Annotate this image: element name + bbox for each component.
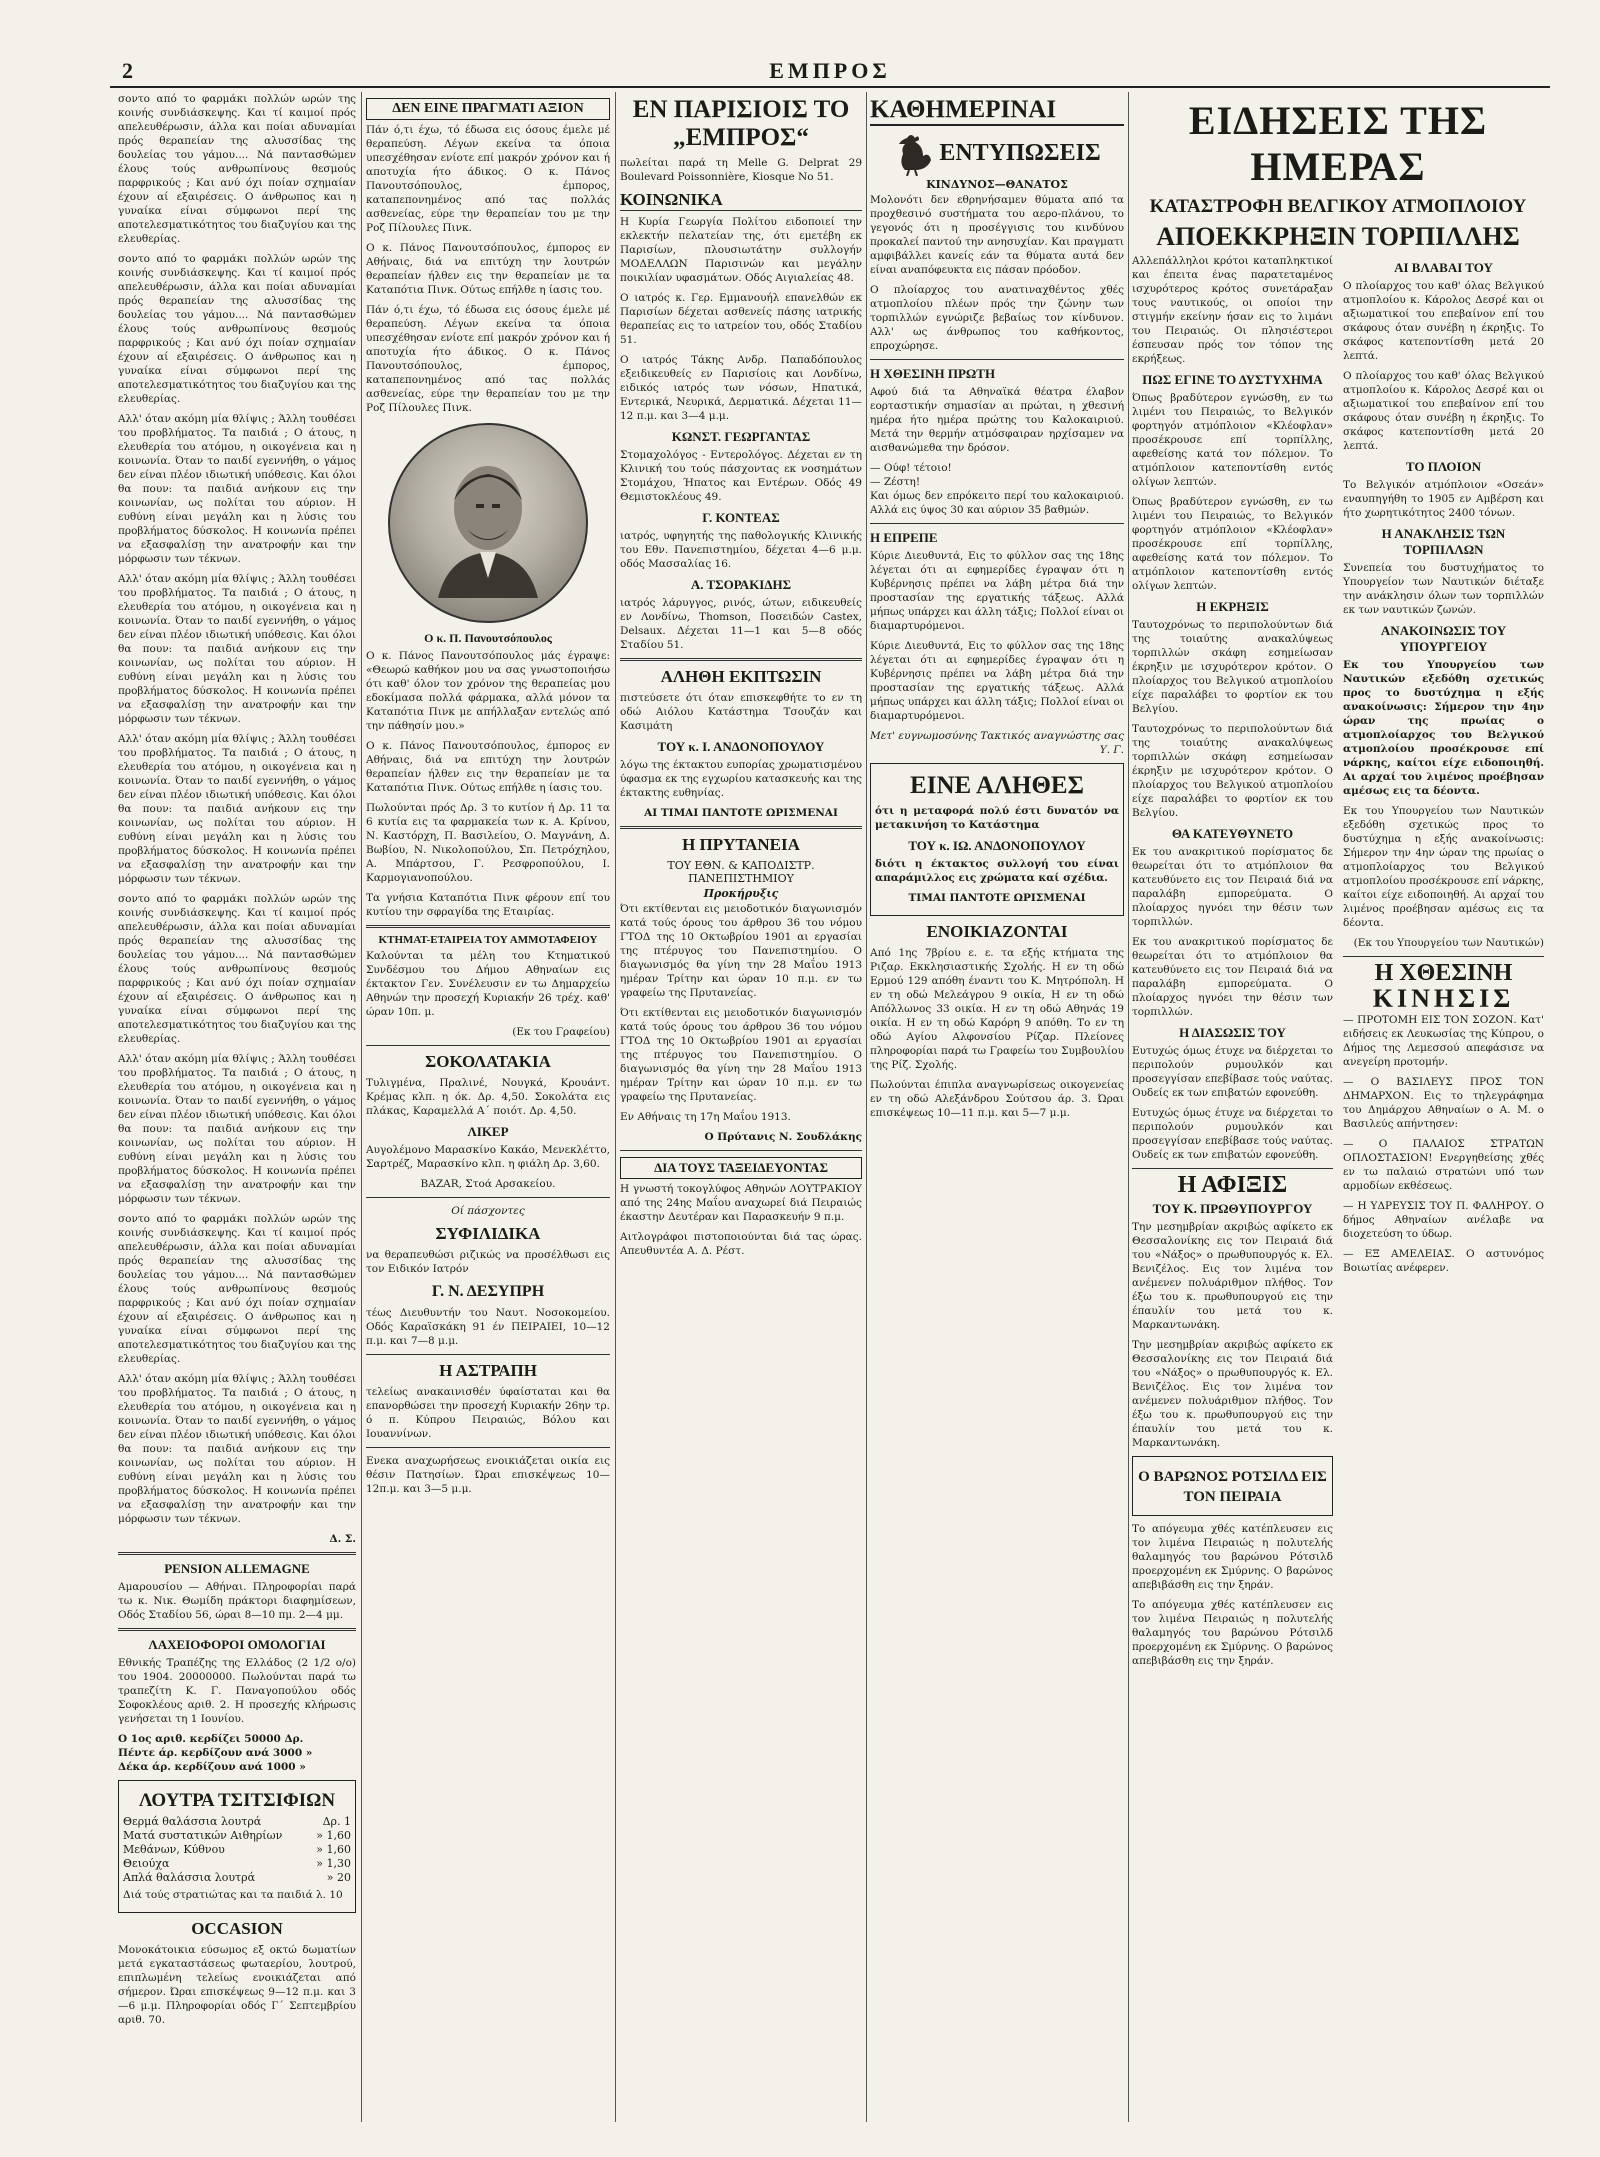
occasion-title: OCCASION [191,1919,283,1938]
syphilis-text: να θεραπευθώσι ριζικώς να προσέλθωσι εις τον Ειδικόν Ιατρόν [366,1249,610,1275]
signature: Μετ' ευγνωμοσύνης Τακτικός αναγνώστης σας Υ. Γ. [870,730,1124,756]
article-text: σοντο από το φαρμάκι πολλών ωρών της κοινής συνδιάσκεψης. Και τί καιμοί πρός απελευθέρωσιν, άλλα και ποίαι αδυναμίαι πρός θεραπείαν της αλυσσίδας της δουλείας του γάμου.... Νά παντασθώμεν έλους τούς ανθρωπίνους θεσμούς παρφρικούς ; Και ανύ όχι ποίαν σχημαίαν έχουν αί εξαιρέσεις. Ο άνθρωπος και η γυναίκα είναι σύμφωνοι περί της αποτελεσματικότητος του διαζυγίου και της ελευθερίας. [118,1213,356,1365]
price-row: Θειούχα » 1,30 [123,1857,351,1870]
article-text: Αλλ' όταν ακόμη μία θλίψις ; Άλλη τουθέσει του προβλήματος. Τα παιδιά ; Ο άτους, η ελευθερία του ατόμου, η οικογένεια και η κοινωνία. Όταν το παιδί εγεννήθη, ο γάμος δεν είναι πλέον ιδιωτική υπόθεσις. Και όλοι θα πουν: τα παιδιά ανήκουν εις την κοινωνίαν, ως πολίται του αύριον. Η ευθύνη είναι μεγάλη και η λύσις του προβλήματος δύσκολος. Η κοινωνία πρέπει να εξασφαλίσῃ την ανατροφήν και την μόρφωσιν των τέκνων. [118,413,356,565]
true-ad [870,763,1124,916]
pension-text: Αμαρουσίου — Αθήναι. Πληροφορίαι παρά τω κ. Νικ. Θωμίδη πράκτορι διαφημίσεων, Οδός Σταδίου 56, ώραι 8—10 πμ. 2—4 μμ. [118,1581,356,1621]
section-title: Η ΕΠΡΕΠΕ [870,530,938,545]
article-text: Πάν ό,τι έχω, τό έδωσα εις όσους έμελε μέ θεραπεύση. Λέγων εκείνα τα όποια υπεσχέθησαν ενίοτε επί μακρόν χρόνον και ή αποτυχία ήτο άδικος. Ο κ. Πάνος Πανουτσόπουλος, έμπορος, καταπεπονημένος από τας πολλάς ασθενείας, εύρε την θεραπείαν του με την Ροζ Πίλουλες Πινκ. [366,304,610,414]
astrapi-text: τελείως ανακαινισθέν ύφαίσταται και θα επανορθώσει την προσεχή Κυριακήν 26ην τρ. ό π. Κύπρου Πειραιώς, Βόλου και Ιουαννίνων. [366,1386,610,1440]
section-title: ΠΩΣ ΕΓΙΝΕ ΤΟ ΔΥΣΤΥΧΗΜΑ [1142,372,1323,387]
social-text: Ο ιατρός Τάκης Ανδρ. Παπαδόπουλος εξειδικευθείς εν Παρισίοις και Λονδίνω, ειδικός ιατρός των νόσων, Ηπατικά, Εντερικά, Νευρικά, Δερματικά. Δέχεται 11—12 π.μ. και 3—4 μ.μ. [620,354,862,422]
section-title: Η ΑΝΑΚΛΗΣΙΣ ΤΩΝ ΤΟΡΠΙΛΛΩΝ [1381,526,1506,557]
article-text: Αλλ' όταν ακόμη μία θλίψις ; Άλλη τουθέσει του προβλήματος. Τα παιδιά ; Ο άτους, η ελευθερία του ατόμου, η οικογένεια και η κοινωνία. Όταν το παιδί εγεννήθη, ο γάμος δεν είναι πλέον ιδιωτική υπόθεσις. Και όλοι θα πουν: τα παιδιά ανήκουν εις την κοινωνίαν, ως πολίται του αύριον. Η ευθύνη είναι μεγάλη και η λύσις του προβλήματος δύσκολος. Η κοινωνία πρέπει να εξασφαλίσῃ την ανατροφήν και την μόρφωσιν των τέκνων. [118,573,356,725]
divider [620,826,862,829]
article-note: Τα γνήσια Καταπότια Πινκ φέρουν επί του κυτίου την σφραγίδα της Εταιρίας. [366,892,610,918]
social-title: ΚΟΙΝΩΝΙΚΑ [620,190,862,211]
section-title: Η ΔΙΑΣΩΣΙΣ ΤΟΥ [1179,1025,1286,1040]
university-text: Ότι εκτίθενται εις μειοδοτικόν διαγωνισμόν κατά τούς όρους του άρθρου 36 του νόμου ΓΤΟΔ της 10 Οκτωβρίου 1901 αι εργασίαι της πτέρυγος του Πανεπιστημίου. Ο διαγωνισμός θα γίνη την 28 Μαΐου 1913 ημέραν Τρίτην και ώραν 10 π.μ. εν τω γραφείω της Πρυτανείας. [620,1007,862,1103]
divider [870,523,1124,524]
daily-title: ΚΑΘΗΜΕΡΙΝΑΙ [870,96,1124,126]
article-text: Ευτυχώς όμως έτυχε να διέρχεται το περιπολούν ρυμουλκόν και προσεγγίσαν επεβίβασε τούς ναύτας. Ουδείς εκ των επιβατών εφονεύθη. [1132,1107,1333,1161]
divider [1132,1168,1333,1169]
syphilis-title: ΣΥΦΙΛΙΔΙΚΑ [435,1224,541,1243]
daily-header [870,130,1124,176]
lottery-prize: Ο 1ος αριθ. κερδίζει 50000 Δρ. [118,1733,304,1745]
liqueur-text: Αυγολέμονο Μαρασκίνο Κακάο, Μενεκλέττο, Σαρτρέζ, Μαρασκίνο κλπ. η φιάλη Δρ. 3,60. [366,1144,610,1170]
news-columns [1132,254,1544,1674]
sale-text: πιστεύσετε ότι όταν επισκεφθήτε το εν τη οδώ Αιόλου Κατάστημα Τσουζάν και Κασιμάτη [620,692,862,732]
portrait-image [388,423,588,623]
section-title: ΑΝΑΚΟΙΝΩΣΙΣ ΤΟΥ ΥΠΟΥΡΓΕΙΟΥ [1380,623,1507,654]
article-text: Ο κ. Πάνος Πανουτσόπουλος μάς έγραψε: «Θεωρώ καθήκον μου να σας γνωστοποιήσω ότι καθ' όλον τον χρόνον της θεραπείας μου εδοκίμασα πολλά φάρμακα, αλλά μόνον τα Καταπότια Πινκ με απήλλαξαν εντελώς από την πάθησίν μου.» [366,650,610,732]
man-portrait-icon [428,448,548,598]
lottery-title: ΛΑΧΕΙΟΦΟΡΟΙ ΟΜΟΛΟΓΙΑΙ [148,1637,326,1652]
signature: Δ. Σ. [329,1533,356,1545]
divider [366,1354,610,1355]
social-text: Η Κυρία Γεωργία Πολίτου ειδοποιεί την εκλεκτήν πελατείαν της, ότι εμετέβη εκ Παρισίων, πλουσιωτάτην συλλογήν ΜΟΔΕΛΛΩΝ Παρισινών και μεγάλην ποικιλίαν υφασμάτων. Οδός Αιγιαλείας 48. [620,216,862,284]
rent-text: Πωλούνται έπιπλα αναγνωρίσεως οικογενείας εν τη οδώ Αλεξάνδρου Σούτσου άρ. 3. Ώραι επισκέψεως 10—11 π.μ. και 5—7 μ.μ. [870,1079,1124,1119]
article-text: Εκ του Υπουργείου των Ναυτικών εξεδόθη σχετικώς προς το δυστύχημα η εξής ανακοίνωσις: Σήμερον την 4ην ώραν της πρωίας ο ατμοπλοίαρχος του Βελγικού ατμοπλοίου προσέκρουσε επί νάρκης, καίτοι είχε ειδοποιηθή. Αι αρχαί του λιμένος προέβησαν αμέσως εις τα δέοντα. [1343,805,1544,929]
paris-text: πωλείται παρά τη Melle G. Delprat 29 Boulevard Poissonnière, Kiosque No 51. [620,157,862,183]
price-row: Μεθάνων, Κύθνου » 1,60 [123,1843,351,1856]
divider [366,925,610,928]
article-text: Ο κ. Πάνος Πανουτσόπουλος, έμπορος εν Αθήναις, διά να επιτύχη την λουτρών θεραπείαν ήλθεν εις την θεραπείαν με τα Καταπότια Πινκ. Ούτως επήλθε η ίασις του. [366,242,610,296]
baron-text: Το απόγευμα χθές κατέπλευσεν εις τον λιμένα Πειραιώς η πολυτελής θαλαμηγός του βαρώνου Ρότσιλδ προερχομένη εκ Σμύρνης. Ο βαρώνος απεβιβάσθη εις την ξηράν. [1132,1599,1333,1667]
column-4 [870,92,1124,2122]
danger-subtitle: ΚΙΝΔΥΝΟΣ—ΘΑΝΑΤΟΣ [926,178,1068,191]
sale-prices: ΑΙ ΤΙΜΑΙ ΠΑΝΤΟΤΕ ΩΡΙΣΜΕΝΑΙ [644,807,838,819]
article-text: σοντο από το φαρμάκι πολλών ωρών της κοινής συνδιάσκεψης. Και τί καιμοί πρός απελευθέρωσιν, άλλα και ποίαι αδυναμίαι πρός θεραπείαν της αλυσσίδας της δουλείας του γάμου.... Νά παντασθώμεν έλους τούς ανθρωπίνους θεσμούς παρφρικούς ; Και ανύ όχι ποίαν σχημαίαν έχουν αί εξαιρέσεις. Ο άνθρωπος και η γυναίκα είναι σύμφωνοι περί της αποτελεσματικότητος του διαζυγίου και της ελευθερίας. [118,93,356,245]
divider [1343,956,1544,957]
travellers-text: Η γνωστή τοκογλύφος Αθηνών ΛΟΥΤΡΑΚΙΟΥ από της 24ης Μαΐου αναχωρεί διά Πειραιώς έκαστην Δευτέραν και Παρασκευήν 9 π.μ. [620,1183,862,1223]
movement-item: — ΕΞ ΑΜΕΛΕΙΑΣ. Ο αστυνόμος Βοιωτίας ανέφερεν. [1343,1248,1544,1274]
travellers-title: ΔΙΑ ΤΟΥΣ ΤΑΞΕΙΔΕΥΟΝΤΑΣ [620,1157,862,1179]
rent-title: ΕΝΟΙΚΙΑΖΟΝΤΑΙ [926,922,1068,941]
dialog-line: — Ούφ! τέτοιο! [870,462,952,474]
price-row: Απλά θαλάσσια λουτρά » 20 [123,1871,351,1884]
doctor-text: τέως Διευθυντήν του Ναυτ. Νοσοκομείου. Οδός Καραϊσκάκη 91 έν ΠΕΙΡΑΙΕΙ, 10—12 π.μ. και 7—8 μ.μ. [366,1307,610,1347]
movement-item: — Ο ΠΑΛΑΙΟΣ ΣΤΡΑΤΩΝ ΟΠΛΟΣΤΑΣΙΟΝ! Ενεργηθείσης χθές εν τω παλαιώ στρατώνι υπό των αρμοδίων εκθέσεως. [1343,1138,1544,1192]
doctor-title: Α. ΤΣΟΡΑΚΙΔΗΣ [690,577,792,592]
article-text: Αλλ' όταν ακόμη μία θλίψις ; Άλλη τουθέσει του προβλήματος. Τα παιδιά ; Ο άτους, η ελευθερία του ατόμου, η οικογένεια και η κοινωνία. Όταν το παιδί εγεννήθη, ο γάμος δεν είναι πλέον ιδιωτική υπόθεσις. Και όλοι θα πουν: τα παιδιά ανήκουν εις την κοινωνίαν, ως πολίται του αύριον. Η ευθύνη είναι μεγάλη και η λύσις του προβλήματος δύσκολος. Η κοινωνία πρέπει να εξασφαλίσῃ την ανατροφήν και την μόρφωσιν των τέκνων. [118,1053,356,1205]
page-number: 2 [122,58,133,83]
arrival-text: Την μεσημβρίαν ακριβώς αφίκετο εκ Θεσσαλονίκης εις τον Πειραιά διά του «Νάξος» ο πρωθυπουργός κ. Ελ. Βενιζέλος. Εις τον λιμένα τον ανέμενεν πολυάριθμον πλήθος. Τον έξω του κ. πρωθυπουργού εις την έπαυλίν του μετά του κ. Μαρκαντωνάκη. [1132,1221,1333,1331]
divider [620,658,862,661]
news-left [1132,254,1333,1674]
arrival-text: Την μεσημβρίαν ακριβώς αφίκετο εκ Θεσσαλονίκης εις τον Πειραιά διά του «Νάξος» ο πρωθυπουργός κ. Ελ. Βενιζέλος. Εις τον λιμένα τον ανέμενεν πολυάριθμον πλήθος. Τον έξω του κ. πρωθυπουργού εις την έπαυλίν του μετά του κ. Μαρκαντωνάκη. [1132,1339,1333,1449]
ad-prices: ΤΙΜΑΙ ΠΑΝΤΟΤΕ ΩΡΙΣΜΕΝΑΙ [908,892,1086,904]
arrival-title: Η ΑΦΙΞΙΣ [1177,1172,1288,1198]
university-date: Εν Αθήναις τη 17η Μαΐου 1913. [620,1111,791,1123]
ad-title: ΕΙΝΕ ΑΛΗΘΕΣ [910,772,1084,799]
sale-text: λόγω της έκτακτου ευπορίας χρωματισμένου ύφασμα εκ της εγχωρίου κατασκευής και της έκτακτης ευθηνίας. [620,759,862,799]
ad-text: διότι η έκτακτος συλλογή του είναι απαράμιλλος εις χρώματα καί σχέδια. [875,858,1119,884]
chocolate-title: ΣΟΚΟΛΑΤΑΚΙΑ [425,1052,551,1071]
section-title: ΤΟ ΠΛΟΙΟΝ [1405,459,1482,474]
article-text: Κύριε Διευθυντά, Εις το φύλλον σας της 18ης λέγεται ότι αι εφημερίδες έγραψαν ότι η Κυβέρνησις πρέπει να λάβη μέτρα διά την προστασίαν της εργατικής τάξεως. Αλλά μήπως υπάρχει και άλλη τάξις; Πολλοί είναι οι διαμαρτυρόμενοι. [870,550,1124,632]
section-title: Η ΕΚΡΗΞΙΣ [1196,599,1269,614]
article-text: Εκ του ανακριτικού πορίσματος δε θεωρείται ότι το ατμόπλοιον θα κατευθύνετο εις τον Πειραιά διά να παραλάβη εμπορεύματα. Ο πλοίαρχος ηγνόει την θέσιν των τορπιλλών. [1132,846,1333,928]
chocolate-text: Τυλιγμένα, Πραλινέ, Νουγκά, Κρουάντ. Κρέμας κλπ. η όκ. Δρ. 4,50. Σοκολάτα εις πλάκας, Καραμελλά Α΄ ποιότ. Δρ. 4,50. [366,1077,610,1117]
university-signature: Ο Πρύτανις Ν. Σουδλάκης [704,1131,862,1143]
association-text: Καλούνται τα μέλη του Κτηματικού Συνδέσμου του Δήμου Αθηναίων εις έκτακτον Γεν. Συνέλευσιν εν τω Δημαρχείω Αθηνών την προσεχή Κυριακήν 26 τρέχ. καθ' ώραν 10π. μ. [366,950,610,1018]
column-1 [118,92,356,2122]
price-row: Ματά συστατικών Αιθηρίων » 1,60 [123,1829,351,1842]
travellers-text: Αιτλογράφοι πιστοποιούνται διά τας ώρας. Απευθυντέα Α. Δ. Ρέστ. [620,1231,862,1257]
article-text: Ο πλοίαρχος του ανατιναχθέντος χθές ατμοπλοίου πλέων πρός την ζώνην των τορπιλλών εγνώριζε βεβαίως τον κίνδυνον. Αλλ' ως άνθρωπος του καθήκοντος, επροχώρησε. [870,284,1124,352]
masthead [110,56,1550,88]
university-text: Ότι εκτίθενται εις μειοδοτικόν διαγωνισμόν κατά τούς όρους του άρθρου 36 του νόμου ΓΤΟΔ της 10 Οκτωβρίου 1901 αι εργασίαι της πτέρυγος του Πανεπιστημίου. Ο διαγωνισμός θα γίνη την 28 Μαΐου 1913 ημέραν Τρίτην και ώραν 10 π.μ. εν τω γραφείω της Πρυτανείας. [620,903,862,999]
rent-text: Από 1ης 7βρίου ε. ε. τα εξής κτήματα της Ριζαρ. Εκκλησιαστικής Σχολής. Η εν τη οδώ Ερμού 129 απόθη έναντι του Κ. Μητρόπολη. Η εν τη οδώ Μελεάγρου 9 οικία, Η εν τη οδώ Απόλλωνος 33 οικία. Η εν τη οδώ Αθηνάς 19 οικία. Η εν τη οδώ Καρόρη 9 απόθη. Το εν τη οδώ Αγίου Αλφονσίου Ρίζαρ. Πλείονες πληροφορίαι παρά τω Γραφείω του Συμβουλίου της Ρίζ. Σχολής. [870,947,1124,1071]
article-text: Και όμως δεν επρόκειτο περί του καλοκαιριού. Αλλά εις ύψος 30 και αύριον 35 βαθμών. [870,490,1124,516]
divider [118,1628,356,1631]
divider [366,1197,610,1198]
sale-owner: ΤΟΥ κ. Ι. ΑΝΔΟΝΟΠΟΥΛΟΥ [657,739,825,754]
article-text: Το Βελγικόν ατμόπλοιον «Οσεάν» εναυπηγήθη το 1905 εν Αμβέρση και ήτο χωρητικότητος 2400 τόνων. [1343,479,1544,519]
article-text: Ο κ. Πάνος Πανουτσόπουλος, έμπορος εν Αθήναις, διά να επιτύχη την λουτρών θεραπείαν ήλθεν εις την θεραπείαν με τα Καταπότια Πινκ. Ούτως επήλθε η ίασις του. [366,740,610,794]
headline: ΚΑΤΑΣΤΡΟΦΗ ΒΕΛΓΙΚΟΥ ΑΤΜΟΠΛΟΙΟΥ [1149,196,1527,217]
doctor-text: ιατρός, υφηγητής της παθολογικής Κλινικής του Εθν. Πανεπιστημίου, δέχεται 4—6 μ.μ. οδός Μασσαλίας 16. [620,530,862,570]
column-rule [1128,92,1129,2122]
divider [366,1045,610,1046]
column-rule [615,92,616,2122]
section-title: ΑΙ ΒΛΑΒΑΙ ΤΟΥ [1394,260,1493,275]
news-title: ΕΙΔΗΣΕΙΣ ΤΗΣ ΗΜΕΡΑΣ [1188,98,1488,189]
social-text: Ο ιατρός κ. Γερ. Εμμανουήλ επανελθών εκ Παρισίων δέχεται ασθενείς πάσης ιατρικής θεραπείας εις το ιατρείον του, οδός Σταδίου 51. [620,292,862,346]
article-text: Αφού διά τα Αθηναϊκά θέατρα έλαβον εορταστικήν σημασίαν αι πρώται, η χθεσινή ημέρα ήτο ημέρα πρώτης του Καλοκαιριού. Μετά την θερμήν ατμόσφαιραν ηρχίσαμεν να αισθανώμεθα την δρόσον. [870,386,1124,454]
ad-owner: ΤΟΥ κ. ΙΩ. ΑΝΔΟΝΟΠΟΥΛΟΥ [908,838,1086,853]
syphilis-pretitle: Οί πάσχοντες [451,1205,525,1217]
article-text: Εκ του ανακριτικού πορίσματος δε θεωρείται ότι το ατμόπλοιον θα κατευθύνετο εις τον Πειραιά διά να παραλάβη εμπορεύματα. Ο πλοίαρχος ηγνόει την θέσιν των τορπιλλών. [1132,936,1333,1018]
divider [118,1552,356,1555]
divider [870,359,1124,360]
article-text: Εκ του Υπουργείου των Ναυτικών εξεδόθη σχετικώς προς το δυστύχημα η εξής ανακοίνωσις: Σήμερον την 4ην ώραν της πρωίας ο ατμοπλοίαρχος του Βελγικού ατμοπλοίου προσέκρουσε επί νάρκης, καίτοι είχε ειδοποιηθή. Αι αρχαί του λιμένος προέβησαν αμέσως εις τα δέοντα. [1343,659,1544,797]
doctor-name: Γ. Ν. ΔΕΣΥΠΡΗ [431,1283,545,1300]
rental-text: Ενεκα αναχωρήσεως ενοικιάζεται οικία εις θέσιν Πατησίων. Ώραι επισκέψεως 10—12π.μ. και 3—5 μ.μ. [366,1455,610,1495]
baron-box [1132,1456,1333,1516]
article-text: Ευτυχώς όμως έτυχε να διέρχεται το περιπολούν ρυμουλκόν και προσεγγίσαν επεβίβασε τούς ναύτας. Ουδείς εκ των επιβατών εφονεύθη. [1132,1045,1333,1099]
column-3 [620,92,862,2122]
article-text: Ο πλοίαρχος του καθ' όλας Βελγικού ατμοπλοίου κ. Κάρολος Δεσρέ και οι αξιωματικοί του επεβαίνον επί του σκάφους όταν συνέβη η έκρηξις. Το σκάφος κατεποντίσθη μετά 20 λεπτά. [1343,370,1544,452]
article-text: σοντο από το φαρμάκι πολλών ωρών της κοινής συνδιάσκεψης. Και τί καιμοί πρός απελευθέρωσιν, άλλα και ποίαι αδυναμίαι πρός θεραπείαν της αλυσσίδας της δουλείας του γάμου.... Νά παντασθώμεν έλους τούς ανθρωπίνους θεσμούς παρφρικούς ; Και ανύ όχι ποίαν σχημαίαν έχουν αί εξαιρέσεις. Ο άνθρωπος και η γυναίκα είναι σύμφωνοι περί της αποτελεσματικότητος του διαζυγίου και της ελευθερίας. [118,893,356,1045]
baron-text: Το απόγευμα χθές κατέπλευσεν εις τον λιμένα Πειραιώς η πολυτελής θαλαμηγός του βαρώνου Ρότσιλδ προερχομένη εκ Σμύρνης. Ο βαρώνος απεβιβάσθη εις την ξηράν. [1132,1523,1333,1591]
article-title: ΔΕΝ ΕΙΝΕ ΠΡΑΓΜΑΤΙ ΑΞΙΟΝ [366,98,610,120]
doctor-text: Στομαχολόγος - Εντερολόγος. Δέχεται εν τη Κλινική του τούς πάσχοντας εκ νοσημάτων Στομάχου, Ήπατος και Εντέρων. Οδός 49 Θεμιστοκλέους 49. [620,449,862,503]
ad-text: ότι η μεταφορά πολύ έστι δυνατόν να μετακινήση το Κατάστημα [875,805,1119,831]
baths-ad [118,1780,356,1913]
divider [366,1447,610,1448]
sale-title: ΑΛΗΘΗ ΕΚΠΤΩΣΙΝ [660,667,822,686]
newspaper-name: ΕΜΠΡΟΣ [769,58,891,83]
university-subtitle: ΤΟΥ ΕΘΝ. & ΚΑΠΟΔΙΣΤΡ. ΠΑΝΕΠΙΣΤΗΜΙΟΥ [667,859,815,885]
astrapi-title: Η ΑΣΤΡΑΠΗ [439,1361,537,1380]
pension-title: PENSION ALLEMAGNE [164,1561,310,1576]
lottery-text: Εθνικής Τραπέζης της Ελλάδος (2 1/2 ο/ο) του 1904. 20000000. Πωλούνται παρά τω τραπεζίτη Κ. Γ. Παναγοπούλου οδός Σοφοκλέους αριθ. 2. Η προσεχής κλήρωσις γενήσεται τη 1 Ιουνίου. [118,1657,356,1725]
baths-title: ΛΟΥΤΡΑ ΤΣΙΤΣΙΦΙΩΝ [138,1790,336,1811]
section-title: Η ΧΘΕΣΙΝΗ ΠΡΩΤΗ [870,366,996,381]
baths-note: Διά τούς στρατιώτας και τα παιδιά λ. 10 [123,1889,343,1901]
column-5 [1132,92,1544,2122]
paris-title: ΕΝ ΠΑΡΙΣΙΟΙΣ ΤΟ „ΕΜΠΡΟΣ“ [632,96,850,151]
article-text: σοντο από το φαρμάκι πολλών ωρών της κοινής συνδιάσκεψης. Και τί καιμοί πρός απελευθέρωσιν, άλλα και ποίαι αδυναμίαι πρός θεραπείαν της αλυσσίδας της δουλείας του γάμου.... Νά παντασθώμεν έλους τούς ανθρωπίνους θεσμούς παρφρικούς ; Και ανύ όχι ποίαν σχημαίαν έχουν αί εξαιρέσεις. Ο άνθρωπος και η γυναίκα είναι σύμφωνοι περί της αποτελεσματικότητος του διαζυγίου και της ελευθερίας. [118,253,356,405]
lead-text: Αλλεπάλληλοι κρότοι καταπληκτικοί και έπειτα ένας παρατεταμένος ισχυρότερος κρότος συνετάραξαν τους ναυτικούς, οι οποίοι την στιγμήν εκείνην ήσαν εις το λιμάνι του Πειραιώς. Οι πλησιέστεροι έσπευσαν πρός τον τόπον της εκρήξεως. [1132,255,1333,365]
arrival-subtitle: ΤΟΥ Κ. ΠΡΩΘΥΠΟΥΡΓΟΥ [1152,1201,1313,1216]
article-text: Όπως βραδύτερον εγνώσθη, εν τω λιμένι του Πειραιώς, το Βελγικόν φορτηγόν ατμόπλοιον «Κλέοφλαν» προσέκρουσε επί τορπίλλης, αφεθείσης κατά τον πόλεμον. Το ατμόπλοιον κατεποντίσθη εντός ολίγων λεπτών. [1132,392,1333,488]
portrait-caption: Ο κ. Π. Πανουτσόπουλος [424,631,552,645]
dialog-line: — Ζέστη! [870,476,921,488]
lottery-prize: Πέντε άρ. κερδίζουν ανά 3000 » [118,1747,313,1759]
doctor-text: ιατρός λάρυγγος, ρινός, ώτων, ειδικευθείς εν Λονδίνω, Thomson, Ποσειδών Castex, Delsaux. Δέχεται 11—1 και 5—8 οδός Σταδίου 51. [620,597,862,651]
signature: (Εκ του Υπουργείου των Ναυτικών) [1353,937,1544,949]
doctor-title: ΚΩΝΣΤ. ΓΕΩΡΓΑΝΤΑΣ [671,429,811,444]
association-signature: (Εκ του Γραφείου) [512,1026,610,1038]
column-rule [866,92,867,2122]
column-2 [366,92,610,2122]
movement-title: Η ΧΘΕΣΙΝΗ [1374,960,1513,986]
column-rule [361,92,362,2122]
article-text: Κύριε Διευθυντά, Εις το φύλλον σας της 18ης λέγεται ότι αι εφημερίδες έγραψαν ότι η Κυβέρνησις πρέπει να λάβη μέτρα διά την προστασίαν της εργατικής τάξεως. Αλλά μήπως υπάρχει και άλλη τάξις; Πολλοί είναι οι διαμαρτυρόμενοι. [870,640,1124,722]
university-announcement: Προκήρυξις [703,887,779,900]
university-title: Η ΠΡΥΤΑΝΕΙΑ [682,835,800,854]
rooster-icon [893,130,933,176]
article-text: Ταυτοχρόνως το περιπολούντων διά της τοιαύτης ανακαλύψεως τορπιλλών σκάφη εσημείωσαν έκρηξιν με ισχυρότερον κρότον. Ο πλοίαρχος του Βελγικού ατμοπλοίου είχε παραλάβει το φορτίον εκ του Βελγίου. [1132,723,1333,819]
movement-item: — Η ΥΔΡΕΥΣΙΣ ΤΟΥ Π. ΦΑΛΗΡΟΥ. Ο δήμος Αθηναίων ανέλαβε να διοχετεύση το ύδωρ. [1343,1200,1544,1240]
article-text: Πωλούνται πρός Δρ. 3 το κυτίον ή Δρ. 11 τα 6 κυτία εις τα φαρμακεία των κ. Α. Κρίνου, Ν. Καστόρχη, Π. Βασιλείου, Ο. Μαγνάνη, Δ. Βωβίου, Ν. Νικολοπούλου, Σπ. Πετρόχηλου, Α. Μπάρτσου, Γ. Ρεσφροπούλου, Ι. Καρμογιανοπούλου. [366,802,610,884]
article-text: Ο πλοίαρχος του καθ' όλας Βελγικού ατμοπλοίου κ. Κάρολος Δεσρέ και οι αξιωματικοί του επεβαίνον επί του σκάφους όταν συνέβη η έκρηξις. Το σκάφος κατεποντίσθη μετά 20 λεπτά. [1343,280,1544,362]
baron-title: Ο ΒΑΡΩΝΟΣ ΡΟΤΣΙΛΔ ΕΙΣ ΤΟΝ ΠΕΙΡΑΙΑ [1138,1469,1327,1505]
impressions-title: ΕΝΤΥΠΩΣΕΙΣ [939,140,1101,166]
doctor-title: Γ. ΚΟΝΤΕΑΣ [702,510,780,525]
news-right [1343,254,1544,1674]
price-row: Θερμά θαλάσσια λουτρά Δρ. 1 [123,1815,351,1828]
article-text: Αλλ' όταν ακόμη μία θλίψις ; Άλλη τουθέσει του προβλήματος. Τα παιδιά ; Ο άτους, η ελευθερία του ατόμου, η οικογένεια και η κοινωνία. Όταν το παιδί εγεννήθη, ο γάμος δεν είναι πλέον ιδιωτική υπόθεσις. Και όλοι θα πουν: τα παιδιά ανήκουν εις την κοινωνίαν, ως πολίται του αύριον. Η ευθύνη είναι μεγάλη και η λύσις του προβλήματος δύσκολος. Η κοινωνία πρέπει να εξασφαλίσῃ την ανατροφήν και την μόρφωσιν των τέκνων. [118,1373,356,1525]
liqueur-title: ΛΙΚΕΡ [467,1124,509,1139]
article-text: Συνεπεία του δυστυχήματος το Υπουργείον των Ναυτικών διέταξε την ανάκλησιν όλων των τορπιλλών εκ των ναυτικών ζωνών. [1343,562,1544,616]
movement-item: — Ο ΒΑΣΙΛΕΥΣ ΠΡΟΣ ΤΟΝ ΔΗΜΑΡΧΟΝ. Εις το τηλεγράφημα του Δημάρχου Αθηναίων ο Α. Μ. ο Βασιλεύς απήντησεν: [1343,1076,1544,1130]
headline: ΑΠΟΕΚΚΡΗΞΙΝ ΤΟΡΠΙΛΛΗΣ [1156,222,1520,251]
article-text: Αλλ' όταν ακόμη μία θλίψις ; Άλλη τουθέσει του προβλήματος. Τα παιδιά ; Ο άτους, η ελευθερία του ατόμου, η οικογένεια και η κοινωνία. Όταν το παιδί εγεννήθη, ο γάμος δεν είναι πλέον ιδιωτική υπόθεσις. Και όλοι θα πουν: τα παιδιά ανήκουν εις την κοινωνίαν, ως πολίται του αύριον. Η ευθύνη είναι μεγάλη και η λύσις του προβλήματος δύσκολος. Η κοινωνία πρέπει να εξασφαλίσῃ την ανατροφήν και την μόρφωσιν των τέκνων. [118,733,356,885]
divider [620,1150,862,1151]
article-text: Ταυτοχρόνως το περιπολούντων διά της τοιαύτης ανακαλύψεως τορπιλλών σκάφη εσημείωσαν έκρηξιν με ισχυρότερον κρότον. Ο πλοίαρχος του Βελγικού ατμοπλοίου είχε παραλάβει το φορτίον εκ του Βελγίου. [1132,619,1333,715]
movement-item: — ΠΡΟΤΟΜΗ ΕΙΣ ΤΟΝ ΣΟΖΟΝ. Κατ' ειδήσεις εκ Λευκωσίας της Κύπρου, ο Δήμος της Λεμεσσού απεφάσισε να ανεγείρη προτομήν. [1343,1014,1544,1068]
lottery-prize: Δέκα άρ. κερδίζουν ανά 1000 » [118,1761,306,1773]
article-text: Πάν ό,τι έχω, τό έδωσα εις όσους έμελε μέ θεραπεύση. Λέγων εκείνα τα όποια υπεσχέθησαν ενίοτε επί μακρόν χρόνον και ή αποτυχία ήτο άδικος. Ο κ. Πάνος Πανουτσόπουλος, έμπορος, καταπεπονημένος από τας πολλάς ασθενείας, εύρε την θεραπείαν του με την Ροζ Πίλουλες Πινκ. [366,124,610,234]
movement-subtitle: ΚΙΝΗΣΙΣ [1372,984,1515,1013]
section-title: ΘΑ ΚΑΤΕΥΘΥΝΕΤΟ [1171,826,1294,841]
association-title: ΚΤΗΜΑΤ-ΕΤΑΙΡΕΙΑ ΤΟΥ ΑΜΜΟΤΑΦΕΙΟΥ [378,934,598,946]
article-text: Όπως βραδύτερον εγνώσθη, εν τω λιμένι του Πειραιώς, το Βελγικόν φορτηγόν ατμόπλοιον «Κλέοφλαν» προσέκρουσε επί τορπίλλης, αφεθείσης κατά τον πόλεμον. Το ατμόπλοιον κατεποντίσθη εντός ολίγων λεπτών. [1132,496,1333,592]
liqueur-signature: BAZAR, Στοά Αρσακείου. [420,1178,556,1190]
occasion-text: Μονοκάτοικια εύσωμος εξ οκτώ δωματίων μετά εγκαταστάσεως φωταερίου, λουτρού, επιπλωμένη τελείως ενοικιάζεται από σήμερον. Ώραι επισκέψεως 9—12 π.μ. και 3—6 μ.μ. Πληροφορίαι οδός Γ΄ Σεπτεμβρίου αριθ. 70. [118,1944,356,2026]
article-text: Μολονότι δεν εθρηνήσαμεν θύματα από τα προχθεσινό συστήματα του αερο-πλάνου, το γεγονός ότι η προσέγγισις του κινδύνου προκαλεί παντού την ανησυχίαν. Και πραγματι αμφιβάλλει κανείς εάν τα θύματα αυτά δεν είναι αναπόφευκτα εις πάσαν πρόοδον. [870,194,1124,276]
